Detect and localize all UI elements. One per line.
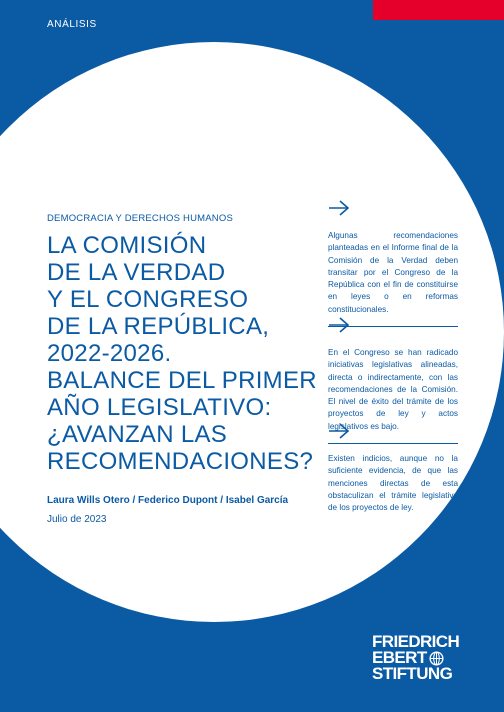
document-title (47, 232, 327, 475)
subtitle-line: RECOMENDACIONES? (47, 448, 314, 475)
highlight-item (328, 200, 458, 327)
authors: Laura Wills Otero / Federico Dupont / Isabel García (47, 495, 289, 506)
highlight-item (328, 423, 458, 514)
title-line: DE LA VERDAD (47, 259, 226, 286)
arrow-right-icon (328, 317, 350, 333)
highlight-text: En el Congreso se han radicado iniciativas legislativas alineadas, directa o indirectamente, con las recomendaciones de la Comisión. El nivel de éxito del trámite de los proyectos de ley y actos legislativos es bajo. (328, 348, 458, 431)
highlight-text: Algunas recomendaciones planteadas en el Informe final de la Comisión de la Verdad deben transitar por el Congreso de la República con el fin de constituirse en leyes o en reformas constitucionales. (328, 231, 458, 314)
topic-label: DEMOCRACIA Y DERECHOS HUMANOS (47, 213, 233, 224)
arrow-right-icon (328, 200, 350, 216)
subtitle-line: ¿AVANZAN LAS (47, 421, 228, 448)
fes-logo (372, 634, 459, 682)
arrow-right-icon (328, 423, 350, 439)
highlight-text: Existen indicios, aunque no la suficiente evidencia, de que las menciones directas de esta obstaculizan el trámite legislativo de los proyectos de ley. (328, 454, 458, 513)
title-line: LA COMISIÓN (47, 232, 207, 259)
logo-line: STIFTUNG (372, 664, 453, 684)
title-line: 2022-2026. (47, 340, 172, 367)
title-line: DE LA REPÚBLICA, (47, 313, 270, 340)
logo-line: FRIEDRICH (372, 632, 460, 651)
logo-line: EBERT (372, 648, 427, 667)
document-type-label: ANÁLISIS (47, 19, 97, 30)
publication-date: Julio de 2023 (47, 514, 107, 525)
subtitle-line: AÑO LEGISLATIVO: (47, 394, 272, 421)
subtitle-line: BALANCE DEL PRIMER (47, 367, 317, 394)
title-line: Y EL CONGRESO (47, 286, 249, 313)
